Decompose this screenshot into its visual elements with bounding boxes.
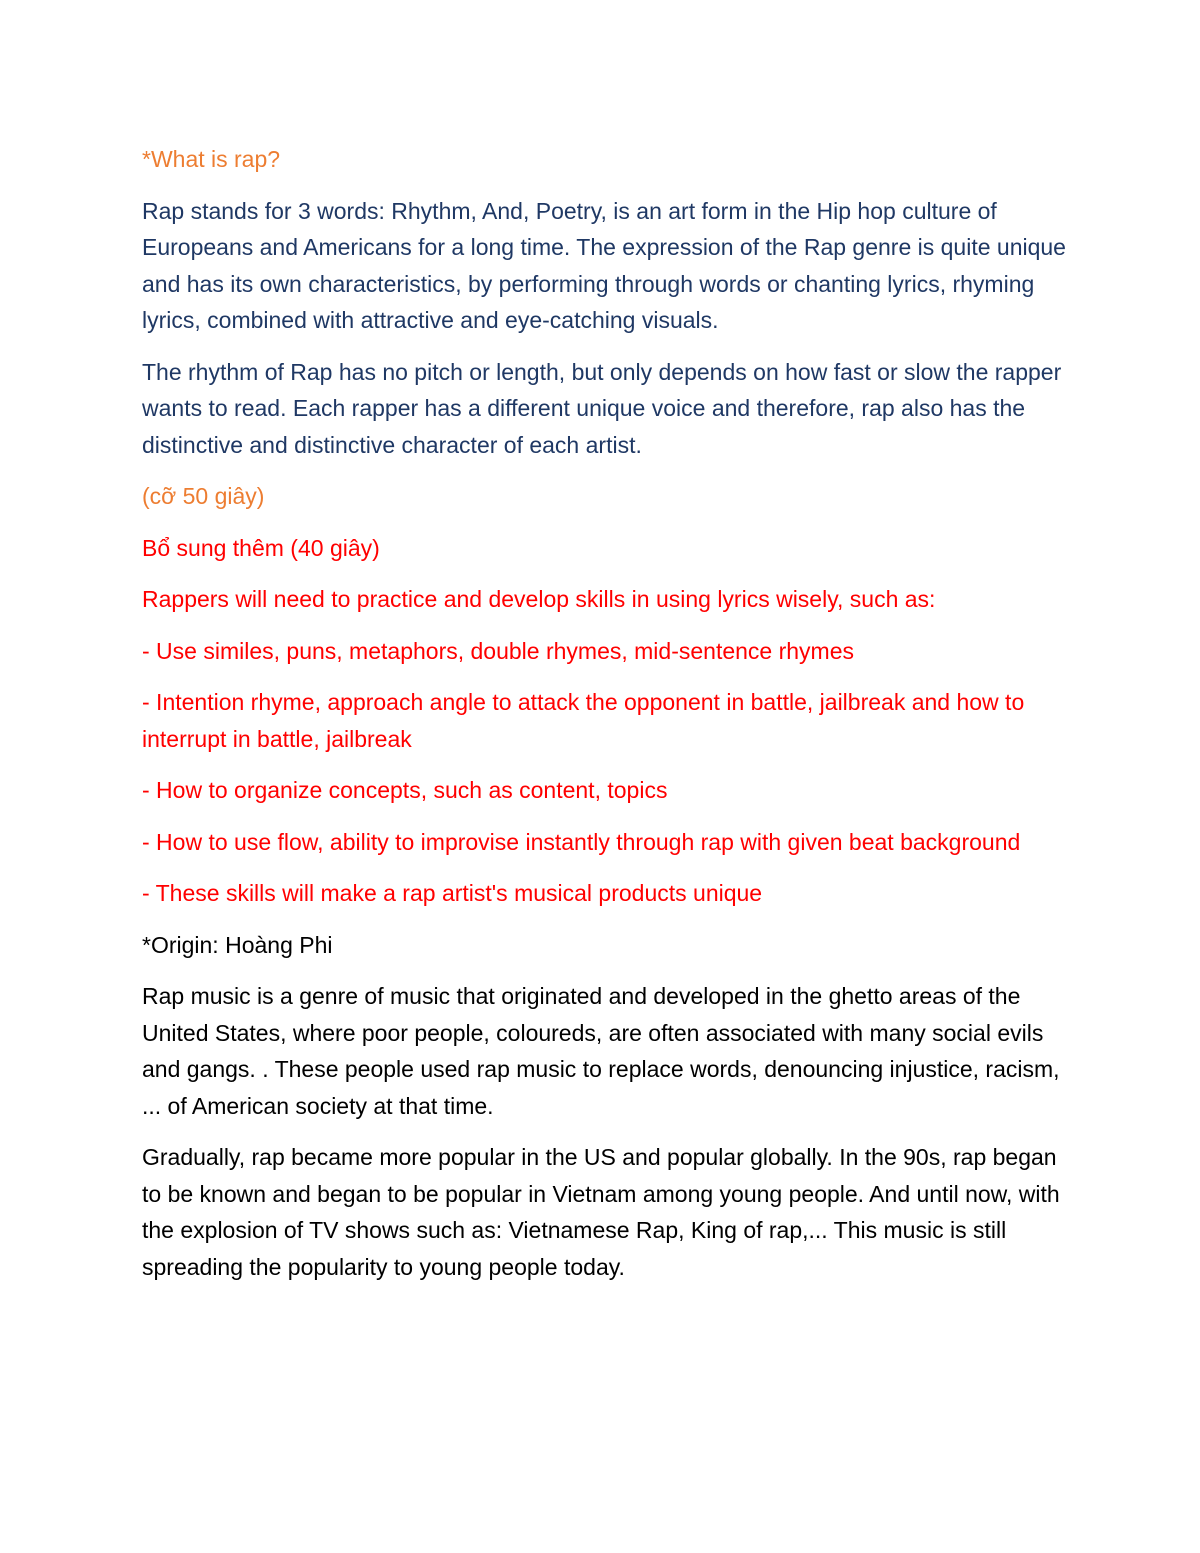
skill-item: - Intention rhyme, approach angle to attack the opponent in battle, jailbreak and how to interrupt in battle, jailbreak <box>142 689 1025 752</box>
note-time-50: (cỡ 50 giây) <box>142 483 265 509</box>
heading-origin: *Origin: Hoàng Phi <box>142 931 333 958</box>
skill-item: - How to organize concepts, such as content, topics <box>142 777 668 803</box>
skill-item: - How to use flow, ability to improvise instantly through rap with given beat background <box>142 828 1021 855</box>
skill-item: - Use similes, puns, metaphors, double rhymes, mid-sentence rhymes <box>142 637 855 664</box>
paragraph-origin: Rap music is a genre of music that originated and developed in the ghetto areas of the United States, where poor people, coloureds, are often associated with many social evils and gangs. . These people used rap music to replace words, denouncing injustice, racism, ... of American society at that time. <box>142 983 1060 1119</box>
paragraph-definition: Rap stands for 3 words: Rhythm, And, Poetry, is an art form in the Hip hop culture of Europeans and Americans for a long time. The expression of the Rap genre is quite unique and has its own characteristics, by performing through words or chanting lyrics, rhyming lyrics, combined with attractive and eye-catching visuals. <box>142 197 1066 333</box>
document-content <box>142 141 1072 1300</box>
note-supplement: Bổ sung thêm (40 giây) <box>142 534 380 561</box>
paragraph-popularity: Gradually, rap became more popular in the US and popular globally. In the 90s, rap began to be known and began to be popular in Vietnam among young people. And until now, with the explosion of TV shows such as: Vietnamese Rap, King of rap,... This music is still spreading the popularity to young people today. <box>142 1144 1060 1280</box>
skill-item: - These skills will make a rap artist's musical products unique <box>142 880 763 906</box>
skills-intro: Rappers will need to practice and develop skills in using lyrics wisely, such as: <box>142 586 936 612</box>
heading-what-is-rap: *What is rap? <box>142 146 281 172</box>
paragraph-rhythm: The rhythm of Rap has no pitch or length, but only depends on how fast or slow the rapper wants to read. Each rapper has a different unique voice and therefore, rap also has the distinctive and distinctive character of each artist. <box>142 358 1062 458</box>
